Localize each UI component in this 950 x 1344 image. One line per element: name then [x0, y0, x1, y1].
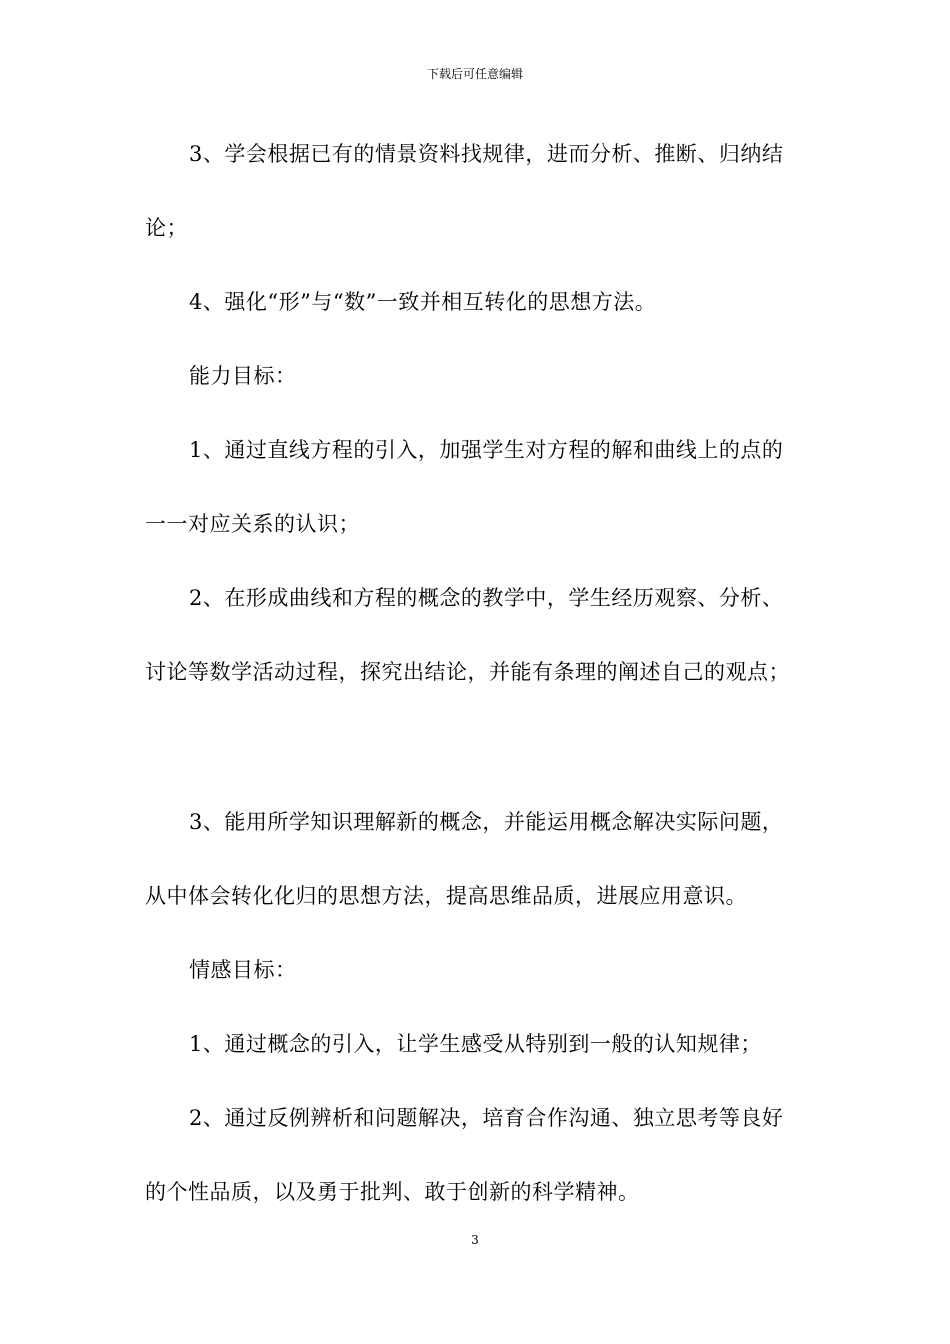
paragraph-line: 4、强化“形”与“数”一致并相互转化的思想方法。: [189, 290, 657, 314]
paragraph-line: 2、通过反例辨析和问题解决，培育合作沟通、独立思考等良好: [189, 1106, 784, 1130]
header-note: 下载后可任意编辑: [426, 67, 523, 81]
paragraph-line: 3、能用所学知识理解新的概念，并能运用概念解决实际问题，: [189, 810, 784, 834]
page-number: 3: [471, 1233, 479, 1247]
section-heading: 能力目标：: [189, 364, 297, 388]
paragraph-line: 3、学会根据已有的情景资料找规律，进而分析、推断、归纳结: [189, 142, 784, 166]
paragraph-line: 2、在形成曲线和方程的概念的教学中，学生经历观察、分析、: [189, 586, 784, 610]
paragraph-line: 1、通过概念的引入，让学生感受从特别到一般的认知规律；: [189, 1032, 762, 1056]
paragraph-line: 讨论等数学活动过程，探究出结论，并能有条理的阐述自己的观点；: [145, 660, 790, 684]
paragraph-line: 1、通过直线方程的引入，加强学生对方程的解和曲线上的点的: [189, 438, 784, 462]
paragraph-line: 一一对应关系的认识；: [145, 512, 360, 536]
paragraph-line: 论；: [145, 216, 188, 240]
paragraph-line: 从中体会转化化归的思想方法，提高思维品质，进展应用意识。: [145, 884, 747, 908]
paragraph-line: 的个性品质，以及勇于批判、敢于创新的科学精神。: [145, 1180, 640, 1204]
section-heading: 情感目标：: [189, 958, 297, 982]
